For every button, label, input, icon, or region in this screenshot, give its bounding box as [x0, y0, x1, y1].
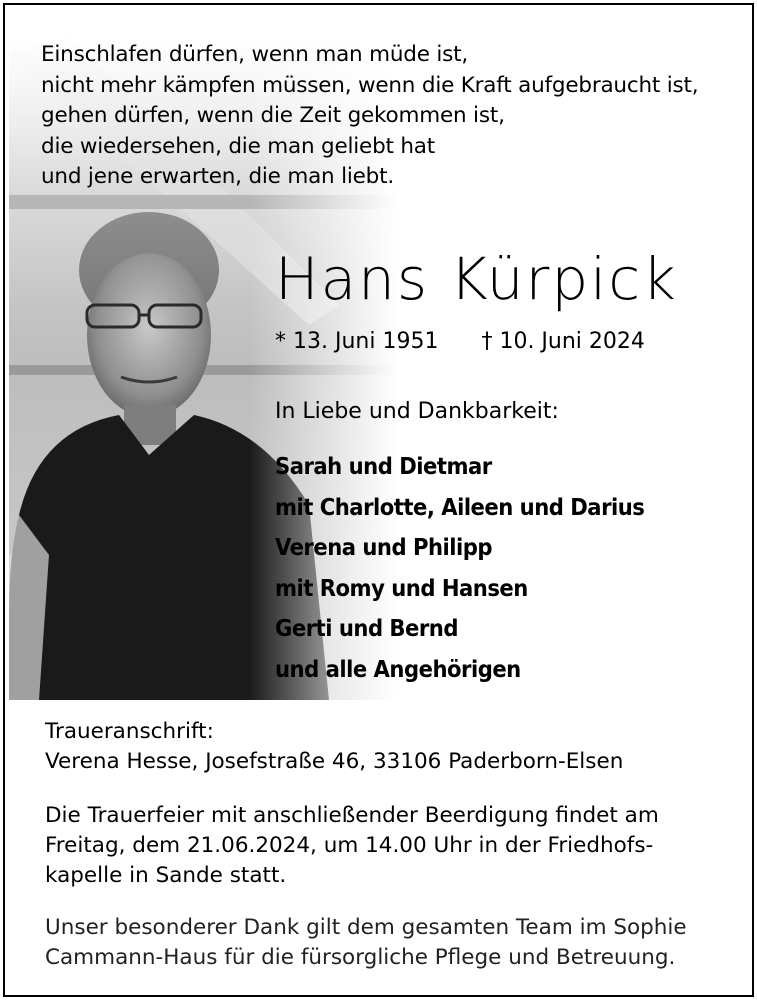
- poem-line: die wiedersehen, die man geliebt hat: [41, 133, 436, 159]
- ceremony-line: kapelle in Sande statt.: [45, 863, 287, 888]
- poem-line: gehen dürfen, wenn die Zeit gekommen ist,: [41, 103, 505, 128]
- death-date: † 10. Juni 2024: [481, 329, 645, 354]
- obituary-frame: [3, 3, 754, 997]
- poem-line: Einschlafen dürfen, wenn man müde ist,: [41, 42, 469, 67]
- family-line: Gerti und Bernd: [275, 614, 459, 642]
- poem-line: nicht mehr kämpfen müssen, wenn die Kraft aufgebraucht ist,: [41, 72, 699, 98]
- family-line: und alle Angehörigen: [275, 654, 521, 683]
- acknowledgement-line: Unser besonderer Dank gilt dem gesamten Team im Sophie: [45, 915, 687, 940]
- acknowledgement: [45, 913, 735, 973]
- family-list: [275, 446, 644, 689]
- address-label: Traueranschrift:: [45, 719, 214, 744]
- ceremony-line: Freitag, dem 21.06.2024, um 14.00 Uhr in der Friedhofs-: [45, 833, 654, 858]
- ceremony-info: [45, 801, 735, 891]
- birth-date: * 13. Juni 1951: [275, 329, 439, 354]
- family-line: mit Charlotte, Aileen und Darius: [275, 492, 645, 521]
- poem: [41, 40, 731, 193]
- deceased-name: Hans Kürpick: [275, 245, 678, 313]
- family-line: Verena und Philipp: [275, 533, 493, 561]
- acknowledgement-line: Cammann-Haus für die fürsorgliche Pflege und Betreuung.: [45, 945, 676, 970]
- life-dates: [275, 329, 645, 354]
- address-value: Verena Hesse, Josefstraße 46, 33106 Paderborn-Elsen: [45, 749, 624, 774]
- mourning-address: [45, 717, 623, 777]
- ceremony-line: Die Trauerfeier mit anschließender Beerdigung findet am: [45, 803, 659, 828]
- family-line: Sarah und Dietmar: [275, 452, 492, 480]
- family-line: mit Romy und Hansen: [275, 573, 528, 602]
- thanks-heading: In Liebe und Dankbarkeit:: [275, 399, 559, 424]
- poem-line: und jene erwarten, die man liebt.: [41, 164, 394, 189]
